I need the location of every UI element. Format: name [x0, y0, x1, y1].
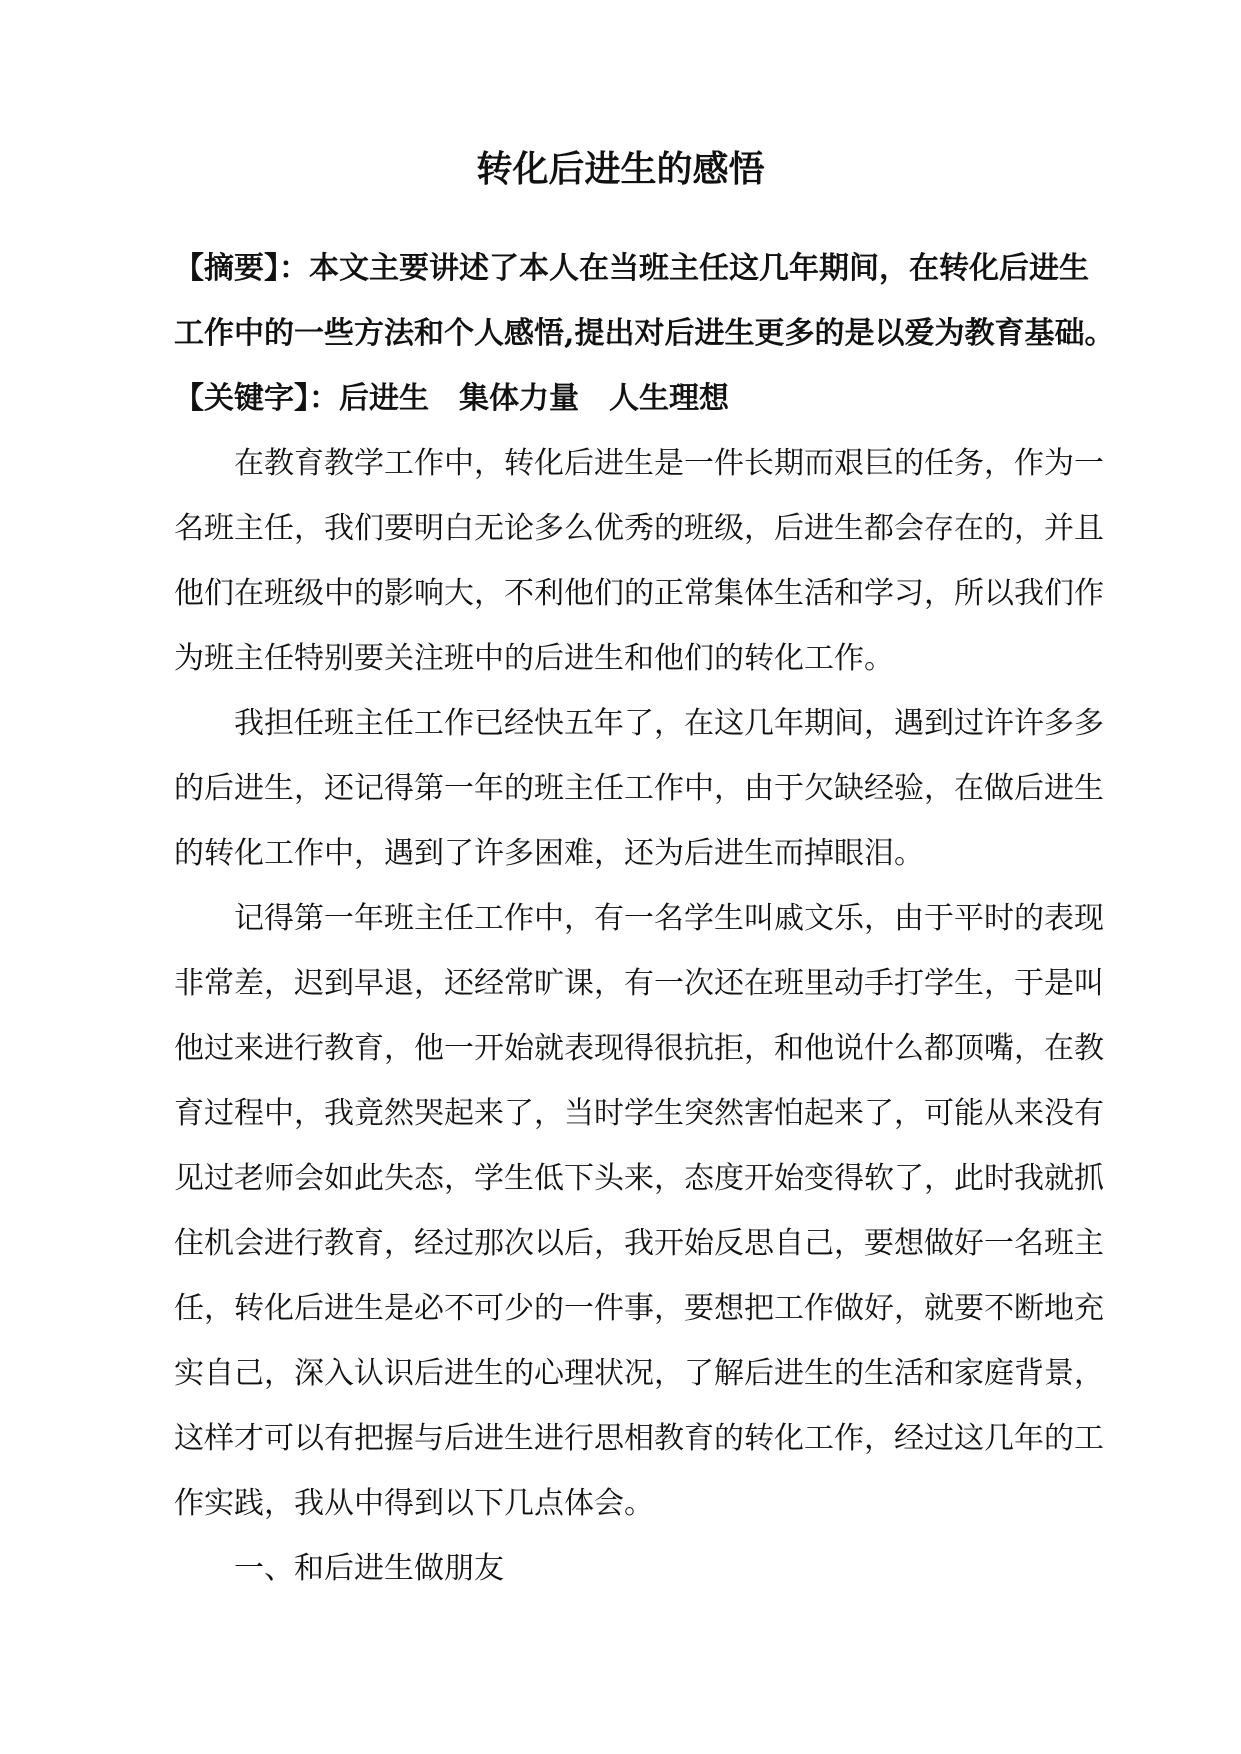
paragraph	[174, 886, 1104, 1536]
paragraph-line: 实自己，深入认识后进生的心理状况，了解后进生的生活和家庭背景，	[174, 1356, 1104, 1391]
paragraph-line: 他们在班级中的影响大，不利他们的正常集体生活和学习，所以我们作	[174, 576, 1104, 611]
paragraph-line: 作实践，我从中得到以下几点体会。	[174, 1486, 654, 1521]
abstract-line-1: 【摘要】：本文主要讲述了本人在当班主任这几年期间，在转化后进生	[174, 251, 1089, 286]
abstract-line-2: 工作中的一些方法和个人感悟,提出对后进生更多的是以爱为教育基础。	[174, 316, 1115, 351]
document-title: 转化后进生的感悟	[476, 149, 765, 190]
paragraph	[174, 691, 1104, 886]
paragraph-line: 育过程中，我竟然哭起来了，当时学生突然害怕起来了，可能从来没有	[174, 1096, 1104, 1131]
paragraph-line: 这样才可以有把握与后进生进行思相教育的转化工作，经过这几年的工	[174, 1421, 1104, 1456]
keywords-line	[174, 366, 1078, 431]
paragraph-line: 非常差，迟到早退，还经常旷课，有一次还在班里动手打学生，于是叫	[174, 966, 1104, 1001]
paragraph-line: 在教育教学工作中，转化后进生是一件长期而艰巨的任务，作为一	[234, 446, 1104, 481]
paragraph-line: 我担任班主任工作已经快五年了，在这几年期间，遇到过许许多多	[234, 706, 1104, 741]
paragraph-line: 记得第一年班主任工作中，有一名学生叫戚文乐，由于平时的表现	[234, 901, 1104, 936]
paragraph-line: 见过老师会如此失态，学生低下头来，态度开始变得软了，此时我就抓	[174, 1161, 1104, 1196]
section-heading: 一、和后进生做朋友	[234, 1551, 504, 1586]
paragraph-line: 他过来进行教育，他一开始就表现得很抗拒，和他说什么都顶嘴，在教	[174, 1031, 1104, 1066]
keyword-item: 集体力量	[459, 381, 579, 416]
keyword-item: 后进生	[339, 381, 429, 416]
paragraph-line: 名班主任，我们要明白无论多么优秀的班级，后进生都会存在的，并且	[174, 511, 1104, 546]
paragraph-line: 的转化工作中，遇到了许多困难，还为后进生而掉眼泪。	[174, 836, 924, 871]
paragraph-line: 任，转化后进生是必不可少的一件事，要想把工作做好，就要不断地充	[174, 1291, 1104, 1326]
paragraph	[174, 431, 1104, 691]
paragraph-line: 的后进生，还记得第一年的班主任工作中，由于欠缺经验，在做后进生	[174, 771, 1104, 806]
keywords-label: 【关键字】：	[174, 381, 339, 416]
paragraph-line: 为班主任特别要关注班中的后进生和他们的转化工作。	[174, 641, 894, 676]
paragraph-line: 住机会进行教育，经过那次以后，我开始反思自己，要想做好一名班主	[174, 1226, 1104, 1261]
keyword-item: 人生理想	[609, 381, 729, 416]
document-body	[174, 236, 1115, 1601]
